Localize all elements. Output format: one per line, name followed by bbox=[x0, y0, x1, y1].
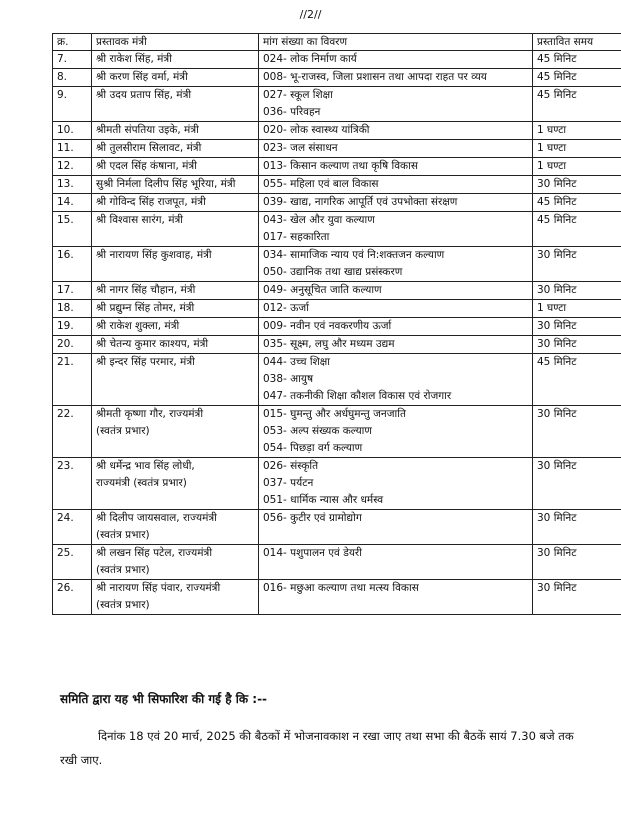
time-cell: 30 मिनिट bbox=[533, 458, 621, 510]
time-cell: 30 मिनिट bbox=[533, 510, 621, 545]
demand-line: 053- अल्प संख्यक कल्याण bbox=[263, 425, 372, 437]
demand-line: 054- पिछड़ा वर्ग कल्याण bbox=[263, 442, 363, 454]
minister-line: श्री एदल सिंह कंषाना, मंत्री bbox=[96, 160, 197, 172]
table-row bbox=[53, 300, 621, 318]
demands-cell bbox=[259, 282, 533, 300]
demand-line: 008- भू-राजस्व, जिला प्रशासन तथा आपदा राहत पर व्यय bbox=[263, 71, 487, 83]
time-cell: 1 घण्टा bbox=[533, 158, 621, 176]
demand-line: 020- लोक स्वास्थ्य यांत्रिकी bbox=[263, 124, 370, 136]
serial-cell: 21. bbox=[53, 354, 92, 406]
minister-cell bbox=[92, 545, 259, 580]
minister-line: श्री नागर सिंह चौहान, मंत्री bbox=[96, 284, 196, 296]
minister-cell bbox=[92, 122, 259, 140]
table-row bbox=[53, 458, 621, 510]
demand-line: 037- पर्यटन bbox=[263, 477, 314, 489]
demand-line: 050- उद्यानिक तथा खाद्य प्रसंस्करण bbox=[263, 266, 403, 278]
time-cell: 30 मिनिट bbox=[533, 282, 621, 300]
demands-cell bbox=[259, 158, 533, 176]
demands-cell bbox=[259, 176, 533, 194]
demands-cell bbox=[259, 122, 533, 140]
serial-cell: 18. bbox=[53, 300, 92, 318]
minister-cell bbox=[92, 247, 259, 282]
demand-line: 056- कुटीर एवं ग्रामोद्योग bbox=[263, 512, 362, 524]
minister-line: श्री राकेश सिंह, मंत्री bbox=[96, 53, 172, 65]
demands-cell bbox=[259, 140, 533, 158]
table-row bbox=[53, 122, 621, 140]
demand-line: 043- खेल और युवा कल्याण bbox=[263, 214, 375, 226]
demand-line: 036- परिवहन bbox=[263, 106, 321, 118]
time-cell: 1 घण्टा bbox=[533, 122, 621, 140]
time-cell: 30 मिनिट bbox=[533, 176, 621, 194]
minister-cell bbox=[92, 318, 259, 336]
serial-cell: 9. bbox=[53, 87, 92, 122]
demand-line: 051- धार्मिक न्यास और धर्मस्व bbox=[263, 494, 384, 506]
header-demands: मांग संख्या का विवरण bbox=[259, 34, 533, 51]
demand-line: 044- उच्च शिक्षा bbox=[263, 356, 330, 368]
time-cell: 45 मिनिट bbox=[533, 87, 621, 122]
minister-line: श्रीमती संपतिया उइके, मंत्री bbox=[96, 124, 199, 136]
demand-line: 039- खाद्य, नागरिक आपूर्ति एवं उपभोक्ता संरक्षण bbox=[263, 196, 458, 208]
minister-line: (स्वतंत्र प्रभार) bbox=[96, 425, 150, 437]
minister-cell bbox=[92, 176, 259, 194]
demands-table bbox=[52, 33, 621, 615]
minister-line: श्री करण सिंह वर्मा, मंत्री bbox=[96, 71, 188, 83]
table-row bbox=[53, 545, 621, 580]
minister-cell bbox=[92, 69, 259, 87]
minister-line: श्री दिलीप जायसवाल, राज्यमंत्री bbox=[96, 512, 217, 524]
time-cell: 45 मिनिट bbox=[533, 69, 621, 87]
minister-line: श्री लखन सिंह पटेल, राज्यमंत्री bbox=[96, 547, 213, 559]
demand-line: 015- घुमन्तु और अर्धघुमन्तु जनजाति bbox=[263, 408, 406, 420]
demand-line: 016- मछुआ कल्याण तथा मत्स्य विकास bbox=[263, 582, 419, 594]
table-row bbox=[53, 176, 621, 194]
minister-line: श्री राकेश शुक्ला, मंत्री bbox=[96, 320, 180, 332]
header-serial: क्र. bbox=[53, 34, 92, 51]
time-cell: 45 मिनिट bbox=[533, 194, 621, 212]
demand-line: 047- तकनीकी शिक्षा कौशल विकास एवं रोजगार bbox=[263, 390, 452, 402]
minister-cell bbox=[92, 158, 259, 176]
demands-cell bbox=[259, 580, 533, 615]
demand-line: 012- ऊर्जा bbox=[263, 302, 309, 314]
table-row bbox=[53, 247, 621, 282]
minister-cell bbox=[92, 406, 259, 458]
demand-line: 055- महिला एवं बाल विकास bbox=[263, 178, 379, 190]
serial-cell: 24. bbox=[53, 510, 92, 545]
serial-cell: 7. bbox=[53, 51, 92, 69]
serial-cell: 10. bbox=[53, 122, 92, 140]
demands-cell bbox=[259, 300, 533, 318]
minister-line: श्री तुलसीराम सिलावट, मंत्री bbox=[96, 142, 202, 154]
table-row bbox=[53, 158, 621, 176]
table-row bbox=[53, 282, 621, 300]
demands-cell bbox=[259, 458, 533, 510]
demands-cell bbox=[259, 51, 533, 69]
serial-cell: 13. bbox=[53, 176, 92, 194]
demand-line: 009- नवीन एवं नवकरणीय ऊर्जा bbox=[263, 320, 392, 332]
demands-cell bbox=[259, 354, 533, 406]
serial-cell: 11. bbox=[53, 140, 92, 158]
serial-cell: 25. bbox=[53, 545, 92, 580]
demand-line: 049- अनुसूचित जाति कल्याण bbox=[263, 284, 382, 296]
time-cell: 30 मिनिट bbox=[533, 336, 621, 354]
minister-line: श्री विश्वास सारंग, मंत्री bbox=[96, 214, 183, 226]
table-row bbox=[53, 354, 621, 406]
note-body: दिनांक 18 एवं 20 मार्च, 2025 की बैठकों में भोजनावकाश न रखा जाए तथा सभा की बैठकें सायं 7.30 बजे तक रखी जाए. bbox=[60, 729, 574, 767]
minister-line: श्री नारायण सिंह पंवार, राज्यमंत्री bbox=[96, 582, 221, 594]
demand-line: 038- आयुष bbox=[263, 373, 314, 385]
demands-cell bbox=[259, 336, 533, 354]
demands-cell bbox=[259, 87, 533, 122]
serial-cell: 26. bbox=[53, 580, 92, 615]
minister-line: (स्वतंत्र प्रभार) bbox=[96, 564, 150, 576]
serial-cell: 14. bbox=[53, 194, 92, 212]
minister-line: श्री नारायण सिंह कुशवाह, मंत्री bbox=[96, 249, 212, 261]
minister-cell bbox=[92, 194, 259, 212]
minister-cell bbox=[92, 580, 259, 615]
time-cell: 30 मिनिट bbox=[533, 545, 621, 580]
page-number: //2// bbox=[299, 8, 322, 21]
table-row bbox=[53, 87, 621, 122]
serial-cell: 23. bbox=[53, 458, 92, 510]
time-cell: 30 मिनिट bbox=[533, 318, 621, 336]
minister-line: श्रीमती कृष्णा गौर, राज्यमंत्री bbox=[96, 408, 204, 420]
demand-line: 034- सामाजिक न्याय एवं नि:शक्तजन कल्याण bbox=[263, 249, 445, 261]
serial-cell: 8. bbox=[53, 69, 92, 87]
table-row bbox=[53, 51, 621, 69]
serial-cell: 12. bbox=[53, 158, 92, 176]
serial-cell: 16. bbox=[53, 247, 92, 282]
demands-cell bbox=[259, 545, 533, 580]
minister-line: श्री प्रद्युम्न सिंह तोमर, मंत्री bbox=[96, 302, 195, 314]
minister-line: राज्यमंत्री (स्वतंत्र प्रभार) bbox=[96, 477, 187, 489]
serial-cell: 17. bbox=[53, 282, 92, 300]
serial-cell: 22. bbox=[53, 406, 92, 458]
table-row bbox=[53, 140, 621, 158]
header-time: प्रस्तावित समय bbox=[533, 34, 621, 51]
demands-cell bbox=[259, 510, 533, 545]
minister-cell bbox=[92, 87, 259, 122]
table-row bbox=[53, 69, 621, 87]
minister-line: श्री गोविन्द सिंह राजपूत, मंत्री bbox=[96, 196, 206, 208]
table-row bbox=[53, 212, 621, 247]
time-cell: 45 मिनिट bbox=[533, 51, 621, 69]
header-minister: प्रस्तावक मंत्री bbox=[92, 34, 259, 51]
time-cell: 30 मिनिट bbox=[533, 247, 621, 282]
note-heading: समिति द्वारा यह भी सिफारिश की गई है कि :-- bbox=[60, 692, 268, 706]
demand-line: 013- किसान कल्याण तथा कृषि विकास bbox=[263, 160, 418, 172]
minister-line: सुश्री निर्मला दिलीप सिंह भूरिया, मंत्री bbox=[96, 178, 236, 190]
minister-line: (स्वतंत्र प्रभार) bbox=[96, 529, 150, 541]
minister-cell bbox=[92, 212, 259, 247]
minister-cell bbox=[92, 51, 259, 69]
time-cell: 1 घण्टा bbox=[533, 140, 621, 158]
demand-line: 026- संस्कृति bbox=[263, 460, 319, 472]
time-cell: 45 मिनिट bbox=[533, 354, 621, 406]
demands-cell bbox=[259, 318, 533, 336]
minister-line: श्री इन्दर सिंह परमार, मंत्री bbox=[96, 356, 195, 368]
time-cell: 45 मिनिट bbox=[533, 212, 621, 247]
minister-cell bbox=[92, 140, 259, 158]
demand-line: 023- जल संसाधन bbox=[263, 142, 338, 154]
minister-cell bbox=[92, 510, 259, 545]
minister-line: श्री चेतन्य कुमार काश्यप, मंत्री bbox=[96, 338, 209, 350]
minister-cell bbox=[92, 458, 259, 510]
time-cell: 1 घण्टा bbox=[533, 300, 621, 318]
demand-line: 027- स्कूल शिक्षा bbox=[263, 89, 333, 101]
demand-line: 017- सहकारिता bbox=[263, 231, 330, 243]
minister-line: (स्वतंत्र प्रभार) bbox=[96, 599, 150, 611]
demand-line: 024- लोक निर्माण कार्य bbox=[263, 53, 357, 65]
demands-cell bbox=[259, 69, 533, 87]
minister-cell bbox=[92, 354, 259, 406]
table-row bbox=[53, 406, 621, 458]
demands-cell bbox=[259, 212, 533, 247]
minister-line: श्री उदय प्रताप सिंह, मंत्री bbox=[96, 89, 192, 101]
time-cell: 30 मिनिट bbox=[533, 580, 621, 615]
serial-cell: 20. bbox=[53, 336, 92, 354]
table-row bbox=[53, 580, 621, 615]
minister-cell bbox=[92, 282, 259, 300]
minister-line: श्री धर्मेन्द्र भाव सिंह लोधी, bbox=[96, 460, 195, 472]
table-row bbox=[53, 194, 621, 212]
time-cell: 30 मिनिट bbox=[533, 406, 621, 458]
demand-line: 014- पशुपालन एवं डेयरी bbox=[263, 547, 362, 559]
table-header-row bbox=[53, 34, 621, 51]
minister-cell bbox=[92, 300, 259, 318]
demands-cell bbox=[259, 406, 533, 458]
demands-cell bbox=[259, 247, 533, 282]
table-row bbox=[53, 510, 621, 545]
table-row bbox=[53, 336, 621, 354]
serial-cell: 15. bbox=[53, 212, 92, 247]
demand-line: 035- सूक्ष्म, लघु और मध्यम उद्यम bbox=[263, 338, 395, 350]
demands-cell bbox=[259, 194, 533, 212]
table-row bbox=[53, 318, 621, 336]
minister-cell bbox=[92, 336, 259, 354]
serial-cell: 19. bbox=[53, 318, 92, 336]
